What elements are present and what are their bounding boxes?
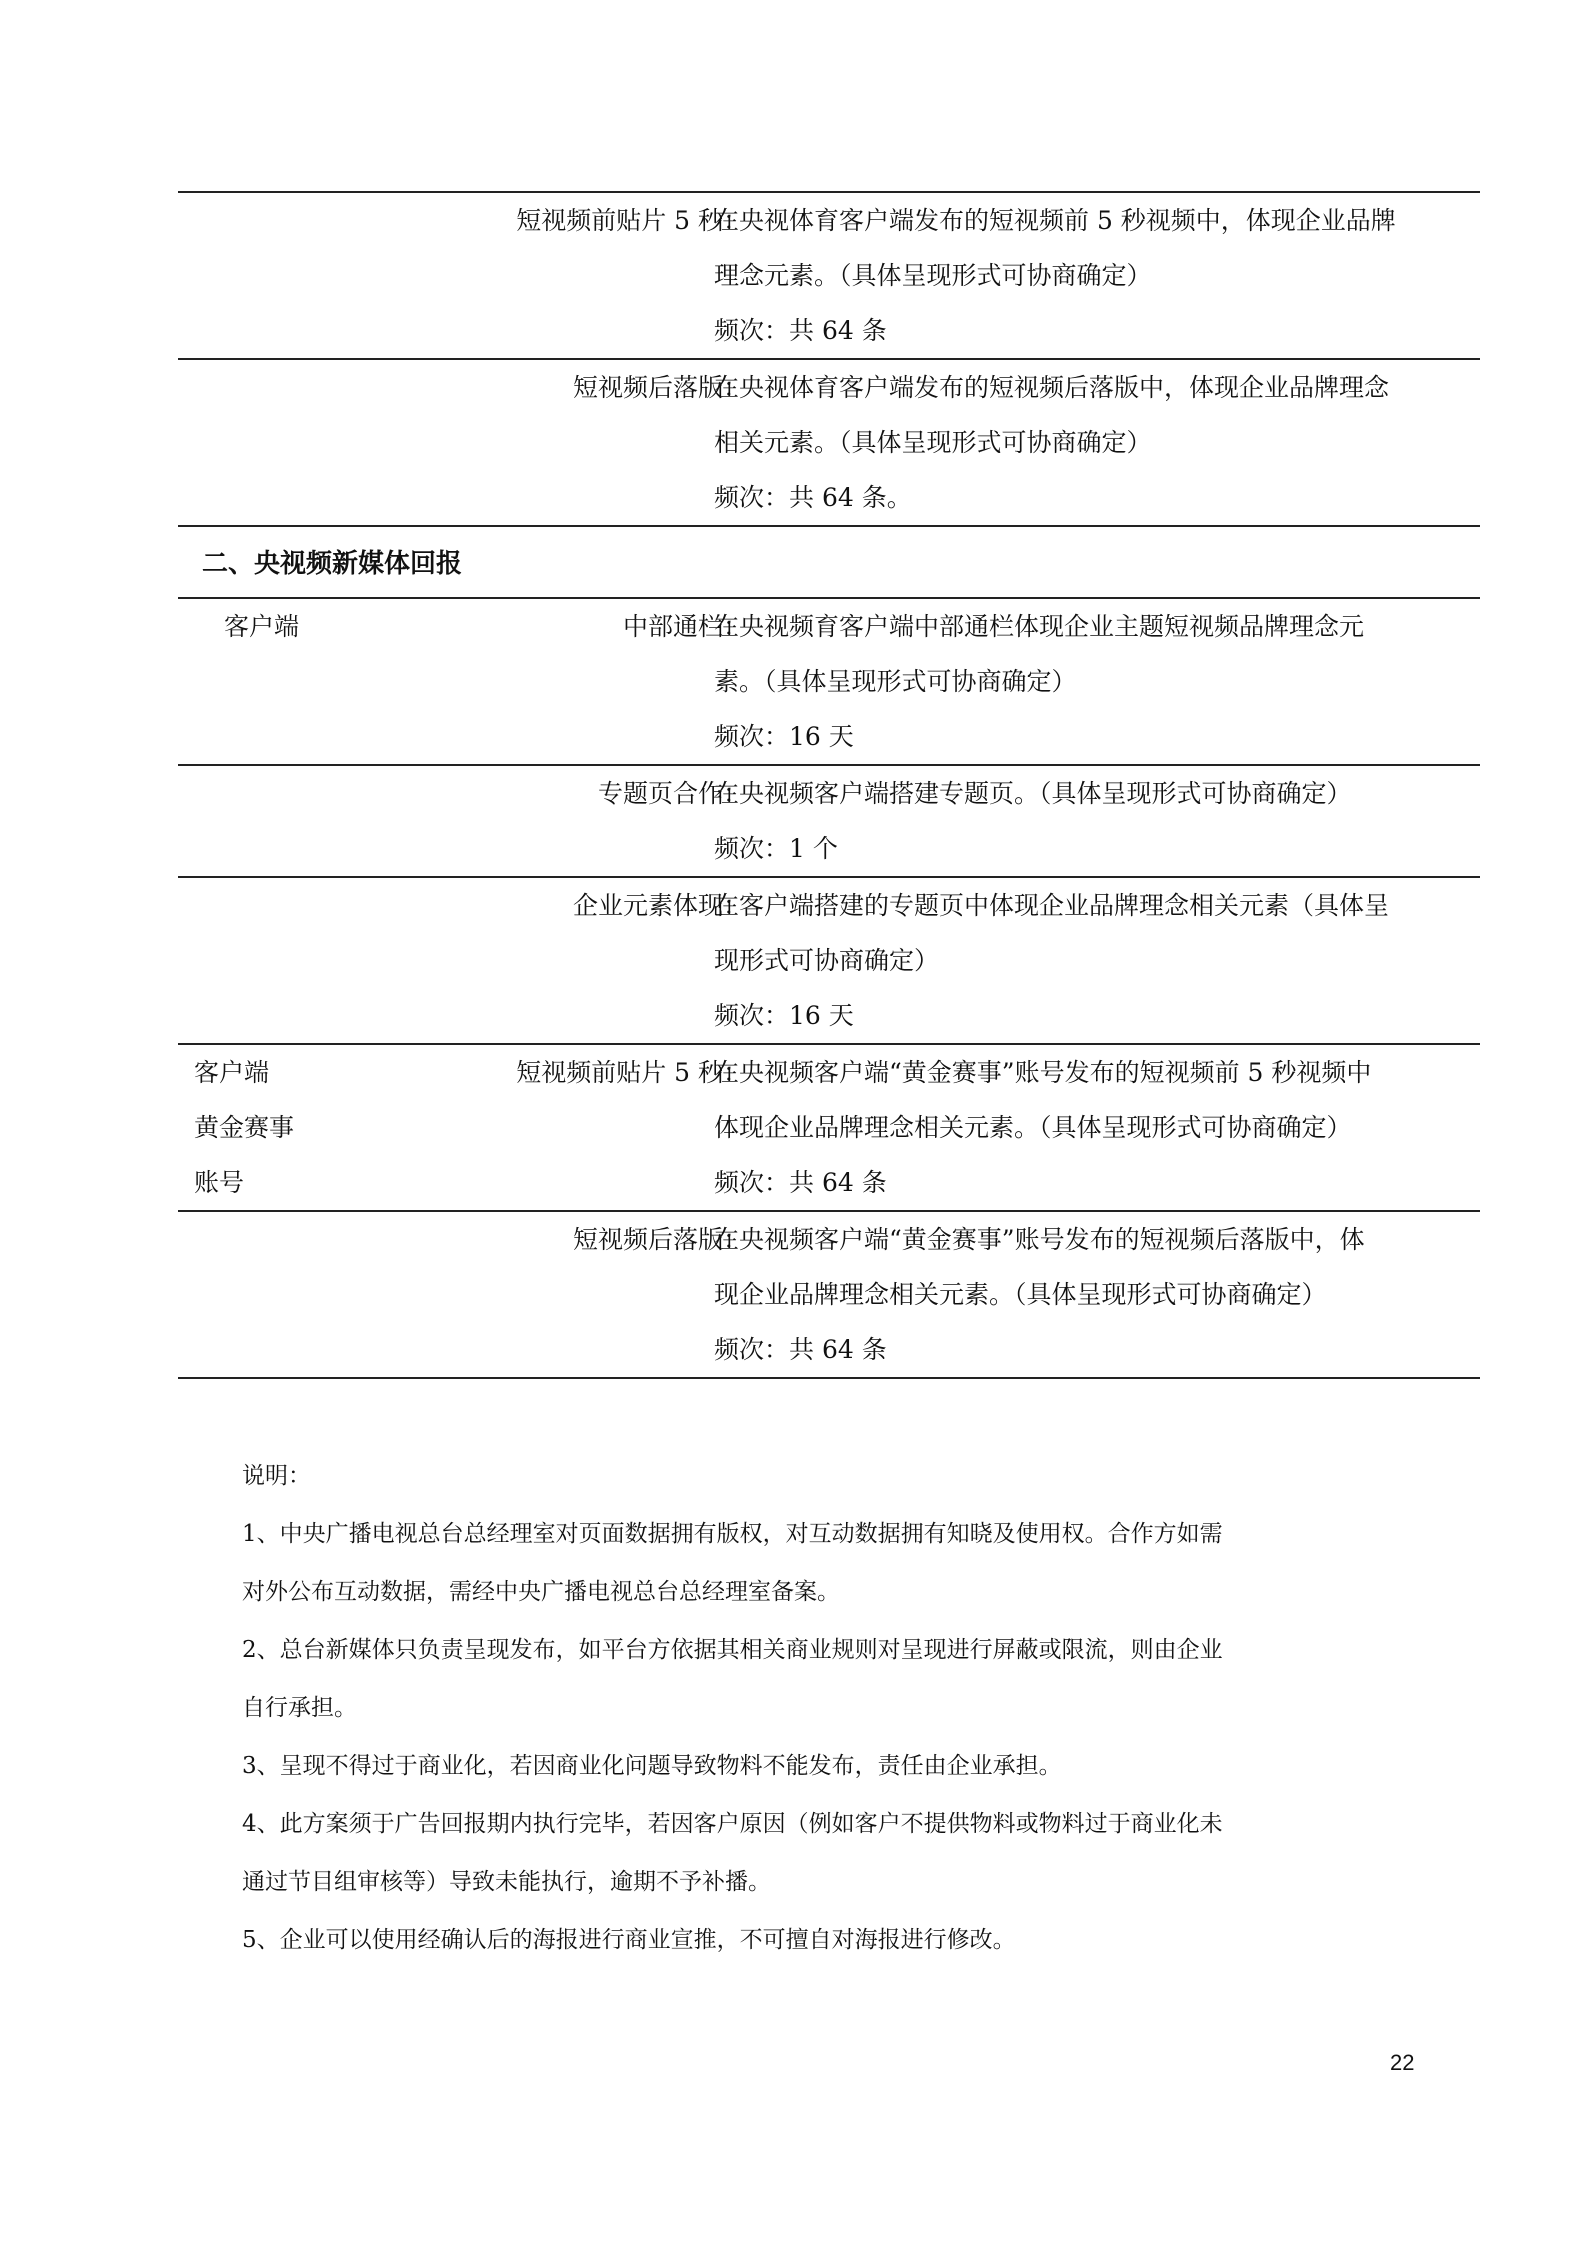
description-line: 在央视体育客户端发布的短视频前 5 秒视频中，体现企业品牌 <box>714 206 1396 235</box>
row-description <box>714 193 1480 358</box>
description-line: 频次：共 64 条。 <box>714 483 912 512</box>
description-line: 在央视频客户端搭建专题页。（具体呈现形式可协商确定） <box>714 779 1352 808</box>
page-number: 22 <box>1390 2050 1415 2075</box>
table-rule <box>178 525 1480 527</box>
table-row <box>178 878 1480 1043</box>
table-row <box>178 1045 1480 1210</box>
table-rule <box>178 1377 1480 1379</box>
row-category: 客户端 <box>224 612 300 641</box>
description-line: 现形式可协商确定） <box>714 946 940 975</box>
row-item: 中部通栏： <box>622 612 748 641</box>
note-line: 5、企业可以使用经确认后的海报进行商业宣推，不可擅自对海报进行修改。 <box>242 1927 1016 1953</box>
description-line: 在央视频育客户端中部通栏体现企业主题短视频品牌理念元 <box>714 612 1365 641</box>
table-row <box>178 599 1480 764</box>
rewards-table <box>178 191 1480 1379</box>
row-description <box>714 1212 1480 1377</box>
description-line: 频次：16 天 <box>714 722 854 751</box>
row-item: 专题页合作： <box>597 779 748 808</box>
description-line: 频次：16 天 <box>714 1001 854 1030</box>
notes <box>242 1447 1362 1969</box>
description-line: 在客户端搭建的专题页中体现企业品牌理念相关元素（具体呈 <box>714 891 1390 920</box>
table-row <box>178 360 1480 525</box>
notes-heading: 说明： <box>242 1463 311 1489</box>
description-line: 理念元素。（具体呈现形式可协商确定） <box>714 261 1152 290</box>
description-line: 在央视频客户端“黄金赛事”账号发布的短视频后落版中，体 <box>714 1225 1365 1254</box>
row-description <box>714 878 1480 1043</box>
description-line: 现企业品牌理念相关元素。（具体呈现形式可协商确定） <box>714 1280 1327 1309</box>
table-row <box>178 193 1480 358</box>
section1-rows <box>178 193 1480 527</box>
description-line: 频次：1 个 <box>714 834 838 863</box>
description-line: 频次：共 64 条 <box>714 1335 887 1364</box>
table-row <box>178 1212 1480 1377</box>
row-description <box>714 599 1480 764</box>
section2-rows <box>178 599 1480 1379</box>
description-line: 频次：共 64 条 <box>714 1168 887 1197</box>
table-row <box>178 766 1480 876</box>
note-line: 4、此方案须于广告回报期内执行完毕，若因客户原因（例如客户不提供物料或物料过于商业化未 <box>242 1811 1223 1837</box>
description-line: 频次：共 64 条 <box>714 316 887 345</box>
row-description <box>714 360 1480 525</box>
note-line: 通过节目组审核等）导致未能执行，逾期不予补播。 <box>242 1869 771 1895</box>
description-line: 体现企业品牌理念相关元素。（具体呈现形式可协商确定） <box>714 1113 1352 1142</box>
note-line: 自行承担。 <box>242 1695 357 1721</box>
description-line: 在央视体育客户端发布的短视频后落版中，体现企业品牌理念 <box>714 373 1390 402</box>
note-line: 1、中央广播电视总台总经理室对页面数据拥有版权，对互动数据拥有知晓及使用权。合作方如需 <box>242 1521 1223 1547</box>
row-description <box>714 766 1480 876</box>
row-item: 短视频后落版： <box>572 1225 748 1254</box>
note-line: 3、呈现不得过于商业化，若因商业化问题导致物料不能发布，责任由企业承担。 <box>242 1753 1062 1779</box>
note-line: 2、总台新媒体只负责呈现发布，如平台方依据其相关商业规则对呈现进行屏蔽或限流，则由企业 <box>242 1637 1223 1663</box>
description-line: 素。（具体呈现形式可协商确定） <box>714 667 1077 696</box>
row-category: 客户端 黄金赛事 账号 <box>194 1058 295 1197</box>
description-line: 在央视频客户端“黄金赛事”账号发布的短视频前 5 秒视频中 <box>714 1058 1372 1087</box>
section-title: 二、央视频新媒体回报 <box>202 549 463 579</box>
notes-lines <box>242 1505 1362 1969</box>
note-line: 对外公布互动数据，需经中央广播电视总台总经理室备案。 <box>242 1579 840 1605</box>
row-item: 短视频前贴片 5 秒： <box>516 1058 748 1087</box>
row-description <box>714 1045 1480 1210</box>
description-line: 相关元素。（具体呈现形式可协商确定） <box>714 428 1152 457</box>
row-item: 短视频后落版： <box>572 373 748 402</box>
row-item: 短视频前贴片 5 秒： <box>516 206 748 235</box>
row-item: 企业元素体现： <box>572 891 748 920</box>
